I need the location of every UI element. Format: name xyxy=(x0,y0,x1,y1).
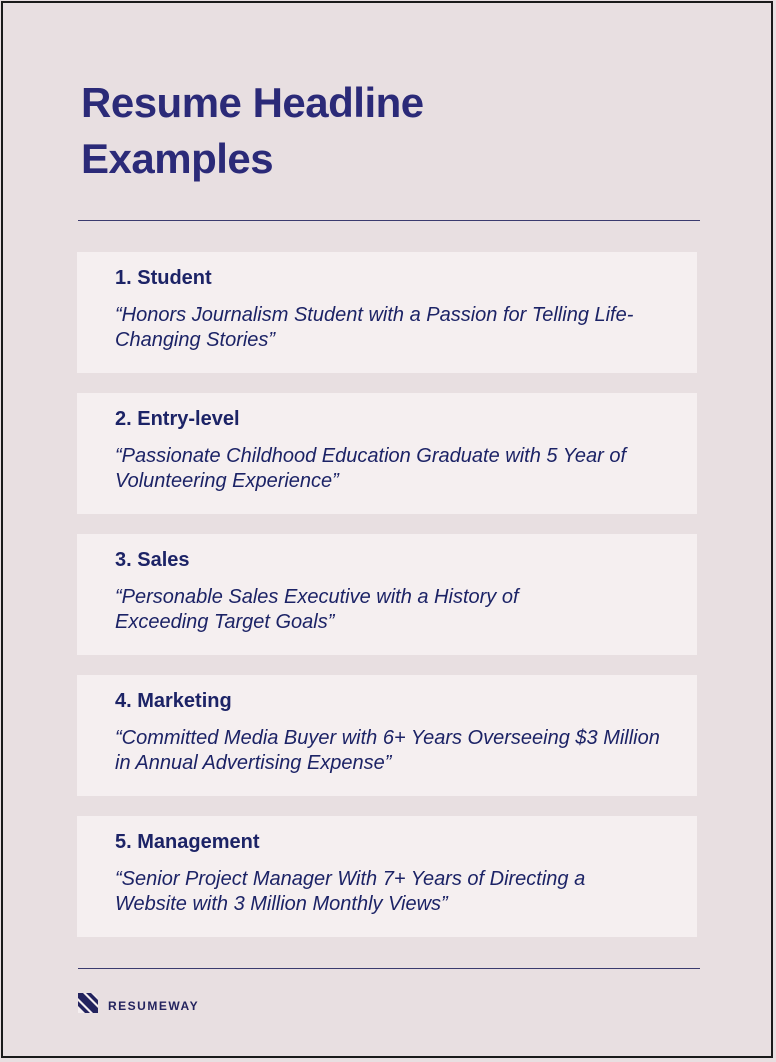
card-quote: “Committed Media Buyer with 6+ Years Overseeing $3 Million in Annual Advertising Expense” xyxy=(115,727,660,774)
title-line-2: Examples xyxy=(81,135,274,182)
card-title: 5. Management xyxy=(115,831,260,853)
brand-logo xyxy=(78,993,199,1018)
bottom-divider xyxy=(78,968,700,969)
card-quote: “Honors Journalism Student with a Passion for Telling Life-Changing Stories” xyxy=(115,304,634,351)
example-card-entry-level xyxy=(77,393,697,514)
top-divider xyxy=(78,220,700,221)
page-title xyxy=(81,75,424,187)
card-title: 4. Marketing xyxy=(115,690,232,712)
brand-name: RESUMEWAY xyxy=(108,998,200,1013)
example-card-student xyxy=(77,252,697,373)
card-quote: “Senior Project Manager With 7+ Years of Directing a Website with 3 Million Monthly Views” xyxy=(115,868,586,915)
card-title: 1. Student xyxy=(115,267,212,289)
example-card-marketing xyxy=(77,675,697,796)
title-line-1: Resume Headline xyxy=(81,79,424,126)
example-card-management xyxy=(77,816,697,937)
card-quote: “Personable Sales Executive with a History of Exceeding Target Goals” xyxy=(115,586,519,633)
card-title: 2. Entry-level xyxy=(115,408,240,430)
card-quote: “Passionate Childhood Education Graduate with 5 Year of Volunteering Experience” xyxy=(115,445,627,492)
card-title: 3. Sales xyxy=(115,549,190,571)
example-card-sales xyxy=(77,534,697,655)
resumeway-logo-icon xyxy=(78,993,98,1018)
